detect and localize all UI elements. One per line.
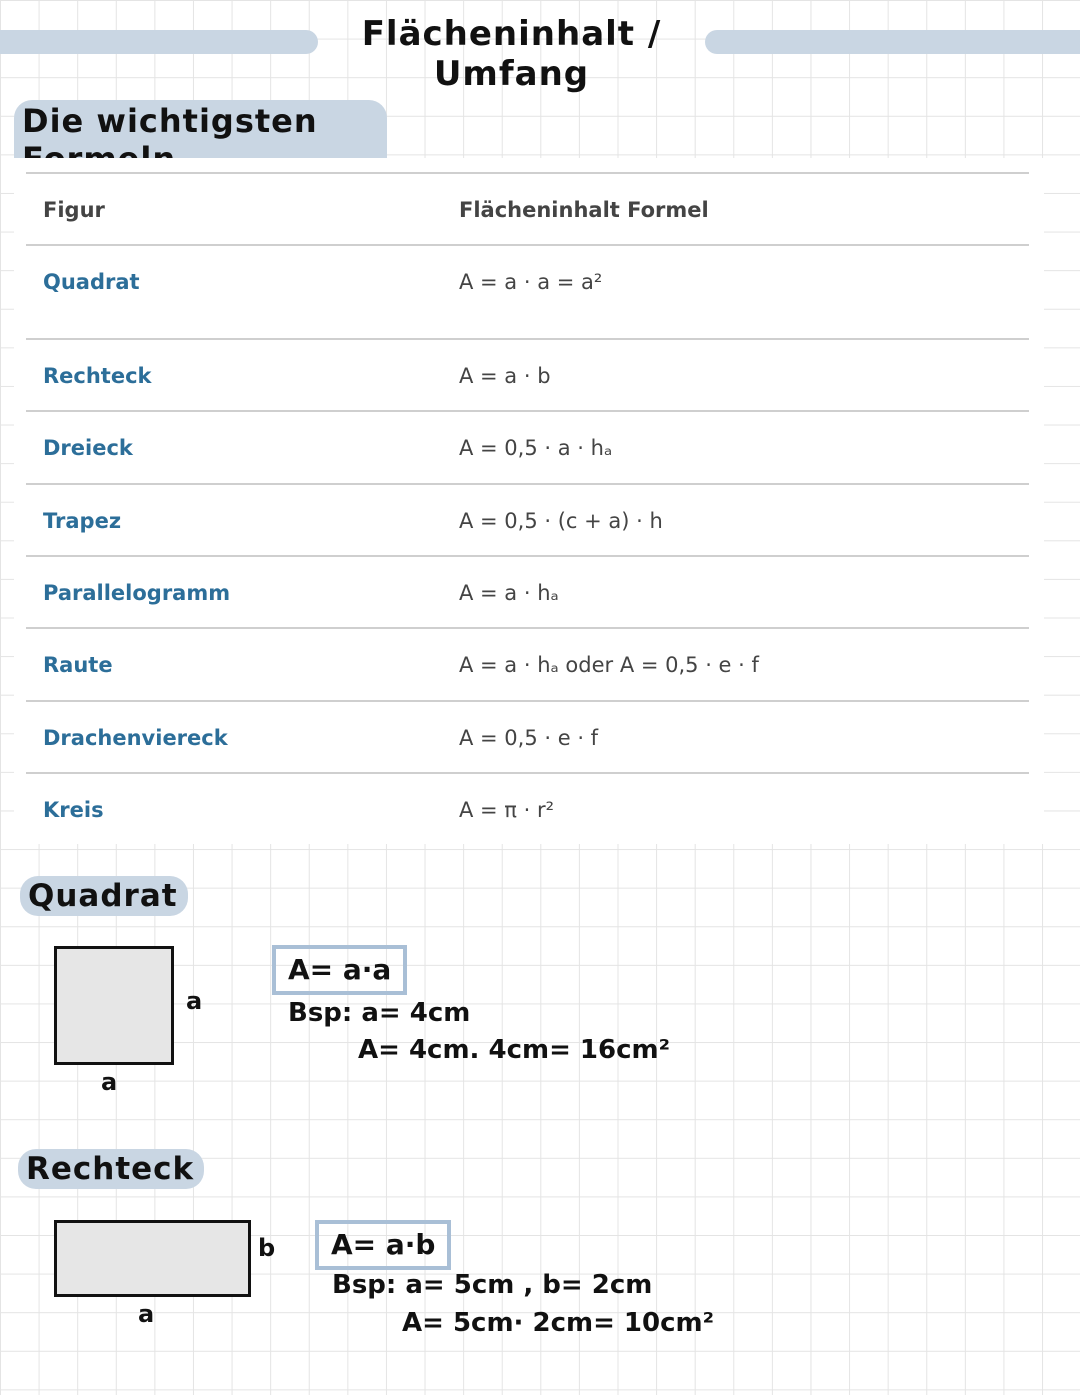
table-row <box>26 627 1029 702</box>
square-diagram <box>54 946 174 1065</box>
section-heading-formeln: Die wichtigsten <box>14 100 387 180</box>
square-side-label-bottom: a <box>101 1068 118 1096</box>
figure-formula: A = a · hₐ <box>459 581 559 605</box>
square-example-result: A= 4cm. 4cm= 16cm² <box>358 1035 670 1065</box>
table-row <box>26 772 1029 846</box>
figure-name: Raute <box>43 653 113 677</box>
table-row <box>26 410 1029 485</box>
table-row <box>26 338 1029 412</box>
figure-name: Quadrat <box>43 270 140 294</box>
page-title: Flächeninhalt / Umfang <box>361 14 662 94</box>
square-formula-box: A= a·a <box>272 945 407 995</box>
section-heading-quadrat: Quadrat <box>20 876 188 916</box>
rectangle-side-label-right: b <box>258 1234 276 1262</box>
figure-name: Parallelogramm <box>43 581 231 605</box>
table-row <box>26 483 1029 557</box>
rectangle-formula-box: A= a·b <box>315 1220 451 1270</box>
title-band-left <box>0 30 318 54</box>
rectangle-diagram <box>54 1220 251 1297</box>
rectangle-side-label-bottom: a <box>138 1300 155 1328</box>
square-side-label-right: a <box>186 987 203 1015</box>
title-band-right <box>705 30 1080 54</box>
table-row <box>26 700 1029 774</box>
formula-table <box>14 158 1044 844</box>
header-formel: Flächeninhalt Formel <box>459 198 709 222</box>
figure-name: Kreis <box>43 798 104 822</box>
figure-formula: A = a · a = a² <box>459 270 603 294</box>
rectangle-example-result: A= 5cm· 2cm= 10cm² <box>402 1308 714 1338</box>
header-figur: Figur <box>43 198 105 222</box>
figure-formula: A = 0,5 · (c + a) · h <box>459 509 663 533</box>
table-header-row <box>26 172 1029 246</box>
section-heading-rechteck: Rechteck <box>18 1149 204 1189</box>
table-row <box>26 555 1029 629</box>
figure-formula: A = a · hₐ oder A = 0,5 · e · f <box>459 653 759 677</box>
rectangle-example-given: Bsp: a= 5cm , b= 2cm <box>332 1270 653 1300</box>
figure-name: Trapez <box>43 509 122 533</box>
figure-name: Drachenviereck <box>43 726 228 750</box>
figure-formula: A = a · b <box>459 364 551 388</box>
figure-name: Dreieck <box>43 436 133 460</box>
figure-formula: A = 0,5 · a · hₐ <box>459 436 613 460</box>
square-example-given: Bsp: a= 4cm <box>288 998 471 1028</box>
figure-formula: A = π · r² <box>459 798 555 822</box>
figure-name: Rechteck <box>43 364 152 388</box>
figure-formula: A = 0,5 · e · f <box>459 726 599 750</box>
table-row <box>26 244 1029 340</box>
